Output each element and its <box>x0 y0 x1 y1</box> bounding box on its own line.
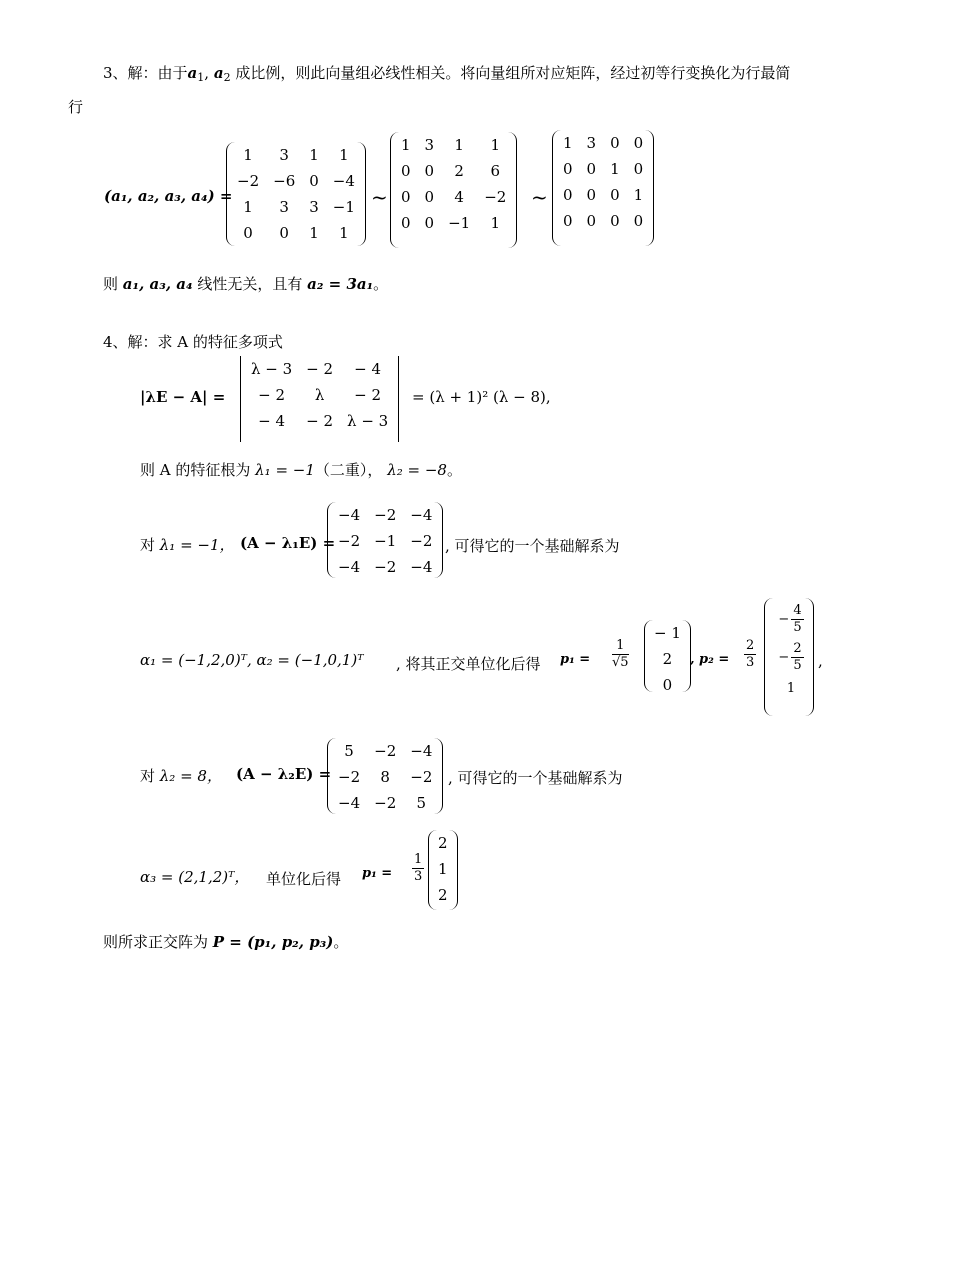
matrix3-cell: 0 <box>633 134 644 152</box>
p4-heading: 4、解：求 A 的特征多项式 <box>103 333 283 351</box>
determinant-cell: λ <box>314 386 325 404</box>
matrix2-cell: 1 <box>454 136 464 154</box>
matrix1-cell: 1 <box>309 146 319 164</box>
matrix3-cell: 1 <box>563 134 573 152</box>
matrix3-cell: 0 <box>633 160 644 178</box>
p3-matrix-3 <box>552 130 654 246</box>
matrix3-cell: 0 <box>633 212 644 230</box>
matrix2-cell: 1 <box>401 136 411 154</box>
p4-det-rhs: = (λ + 1)² (λ − 8), <box>412 388 551 406</box>
matrix3-cell: 0 <box>586 160 597 178</box>
matrix3-cell: 0 <box>563 212 573 230</box>
matrix3-cell: 0 <box>586 186 597 204</box>
matrix2-cell: 0 <box>424 188 435 206</box>
p1-vector-cell: 0 <box>662 676 673 694</box>
p3-matrix-lhs: (a₁, a₂, a₃, a₄) = <box>104 187 233 205</box>
matrix2-cell: −1 <box>448 214 471 232</box>
matrix3-cell: 1 <box>633 186 644 204</box>
matrix3-cell: 0 <box>563 186 573 204</box>
determinant-cell: λ − 3 <box>347 412 389 430</box>
matrix2-cell: 6 <box>490 162 501 180</box>
case2-matrix-cell: −2 <box>410 768 433 786</box>
matrix1-cell: 3 <box>279 198 289 216</box>
p4-p1-vector <box>644 620 691 692</box>
p4-p1-frac: $\frac{1}{√5}$ <box>612 638 629 670</box>
case1-matrix-cell: −2 <box>374 558 397 576</box>
matrix2-cell: 4 <box>454 188 464 206</box>
matrix2-cell: −2 <box>484 188 507 206</box>
matrix1-cell: 3 <box>279 146 289 164</box>
p3-conclusion: 则 a₁, a₃, a₄ 线性无关，且有 a₂ = 3a₁。 <box>103 275 389 293</box>
determinant-cell: − 2 <box>306 360 334 378</box>
case2-matrix-cell: −4 <box>410 742 433 760</box>
matrix3-cell: 0 <box>610 134 620 152</box>
matrix2-cell: 0 <box>424 162 435 180</box>
p4-alpha12-post: , 将其正交单位化后得 <box>396 655 541 673</box>
matrix1-cell: 1 <box>339 146 349 164</box>
p4-p3-frac: $\frac{1}{3}$ <box>414 852 423 884</box>
p4-p2-vector <box>764 598 814 716</box>
p4-case2-lhs: (A − λ₂E) = <box>236 765 332 783</box>
p4-alpha3-post: 单位化后得 <box>266 870 342 888</box>
case2-matrix-cell: 5 <box>344 742 354 760</box>
matrix1-cell: −1 <box>332 198 355 216</box>
matrix3-cell: 0 <box>586 212 597 230</box>
case2-matrix-cell: −2 <box>338 768 361 786</box>
case2-matrix-cell: −4 <box>338 794 361 812</box>
matrix1-cell: 1 <box>243 146 253 164</box>
matrix1-cell: 3 <box>309 198 319 216</box>
matrix1-cell: −4 <box>332 172 355 190</box>
determinant-cell: λ − 3 <box>251 360 293 378</box>
p3-tilde-2: ~ <box>531 185 548 209</box>
case1-matrix-cell: −4 <box>410 506 433 524</box>
matrix1-cell: 0 <box>309 172 319 190</box>
matrix1-cell: 1 <box>309 224 319 242</box>
determinant-cell: − 4 <box>354 360 382 378</box>
case2-matrix-cell: −2 <box>374 742 397 760</box>
p4-p2-label: , p₂ = <box>690 652 730 667</box>
case1-matrix-cell: −4 <box>410 558 433 576</box>
case1-matrix-cell: −2 <box>410 532 433 550</box>
p2-vector-entry: − $\frac{4}{5}$ <box>778 602 802 635</box>
p4-case2-label: 对 λ₂ = 8， <box>140 767 222 785</box>
p1-vector-cell: − 1 <box>654 624 681 642</box>
p4-case1-lhs: (A − λ₁E) = <box>240 534 336 552</box>
p4-alpha12: α₁ = (−1,2,0)ᵀ, α₂ = (−1,0,1)ᵀ <box>140 651 364 669</box>
matrix2-cell: 0 <box>424 214 435 232</box>
matrix2-cell: 1 <box>490 136 501 154</box>
matrix2-cell: 0 <box>401 162 411 180</box>
p4-case1-matrix <box>327 502 443 578</box>
p4-final: 则所求正交阵为 P = (p₁, p₂, p₃)。 <box>103 933 349 951</box>
matrix2-cell: 3 <box>424 136 435 154</box>
p3-line2: 行 <box>68 98 84 116</box>
case1-matrix-cell: −4 <box>338 506 361 524</box>
p3-matrix-2 <box>390 132 517 248</box>
case1-matrix-cell: −1 <box>374 532 397 550</box>
matrix1-cell: −2 <box>237 172 260 190</box>
p3-vector-cell: 2 <box>438 886 448 904</box>
p4-case2-post: , 可得它的一个基础解系为 <box>448 769 623 787</box>
p2-vector-entry: − $\frac{2}{5}$ <box>778 640 802 673</box>
matrix3-cell: 0 <box>563 160 573 178</box>
p3-line1: 3、解：由于$a_1$, $a_2$ 成比例，则此向量组必线性相关。将向量组所对应矩阵，经过初等行变换化为行最简 <box>103 64 791 84</box>
p3-tilde-1: ~ <box>371 185 388 209</box>
p3-vector-cell: 1 <box>438 860 448 878</box>
matrix2-cell: 0 <box>401 214 411 232</box>
determinant-cell: − 2 <box>354 386 382 404</box>
case1-matrix-cell: −4 <box>338 558 361 576</box>
p4-determinant <box>240 356 399 442</box>
matrix1-cell: 1 <box>339 224 349 242</box>
p4-p3-label: p₁ = <box>362 866 393 881</box>
p4-p1-label: p₁ = <box>560 652 591 667</box>
p4-alpha3: α₃ = (2,1,2)ᵀ， <box>140 868 250 886</box>
case1-matrix-cell: −2 <box>338 532 361 550</box>
determinant-cell: − 4 <box>258 412 286 430</box>
matrix2-cell: 1 <box>490 214 501 232</box>
p4-case1-post: , 可得它的一个基础解系为 <box>445 537 620 555</box>
matrix3-cell: 0 <box>610 186 620 204</box>
p4-det-lhs: |λE − A| = <box>140 388 226 406</box>
case2-matrix-cell: 5 <box>416 794 427 812</box>
p4-p2-frac: $\frac{2}{3}$ <box>746 638 755 670</box>
determinant-cell: − 2 <box>258 386 286 404</box>
matrix1-cell: 0 <box>243 224 253 242</box>
matrix1-cell: 0 <box>279 224 289 242</box>
determinant-cell: − 2 <box>306 412 334 430</box>
matrix2-cell: 2 <box>454 162 464 180</box>
p4-roots: 则 A 的特征根为 λ₁ = −1（二重）， λ₂ = −8。 <box>140 461 462 479</box>
matrix3-cell: 3 <box>586 134 597 152</box>
p1-vector-cell: 2 <box>662 650 673 668</box>
p4-p3-vector <box>428 830 458 910</box>
case2-matrix-cell: −2 <box>374 794 397 812</box>
p3-matrix-1 <box>226 142 366 246</box>
matrix3-cell: 0 <box>610 212 620 230</box>
p4-case1-label: 对 λ₁ = −1， <box>140 536 235 554</box>
case2-matrix-cell: 8 <box>380 768 390 786</box>
p4-p2-end: , <box>818 652 823 670</box>
matrix1-cell: −6 <box>273 172 296 190</box>
p3-vector-cell: 2 <box>438 834 448 852</box>
p2-vector-entry: 1 <box>786 680 796 696</box>
matrix2-cell: 0 <box>401 188 411 206</box>
p4-case2-matrix <box>327 738 443 814</box>
matrix3-cell: 1 <box>610 160 620 178</box>
case1-matrix-cell: −2 <box>374 506 397 524</box>
matrix1-cell: 1 <box>243 198 253 216</box>
